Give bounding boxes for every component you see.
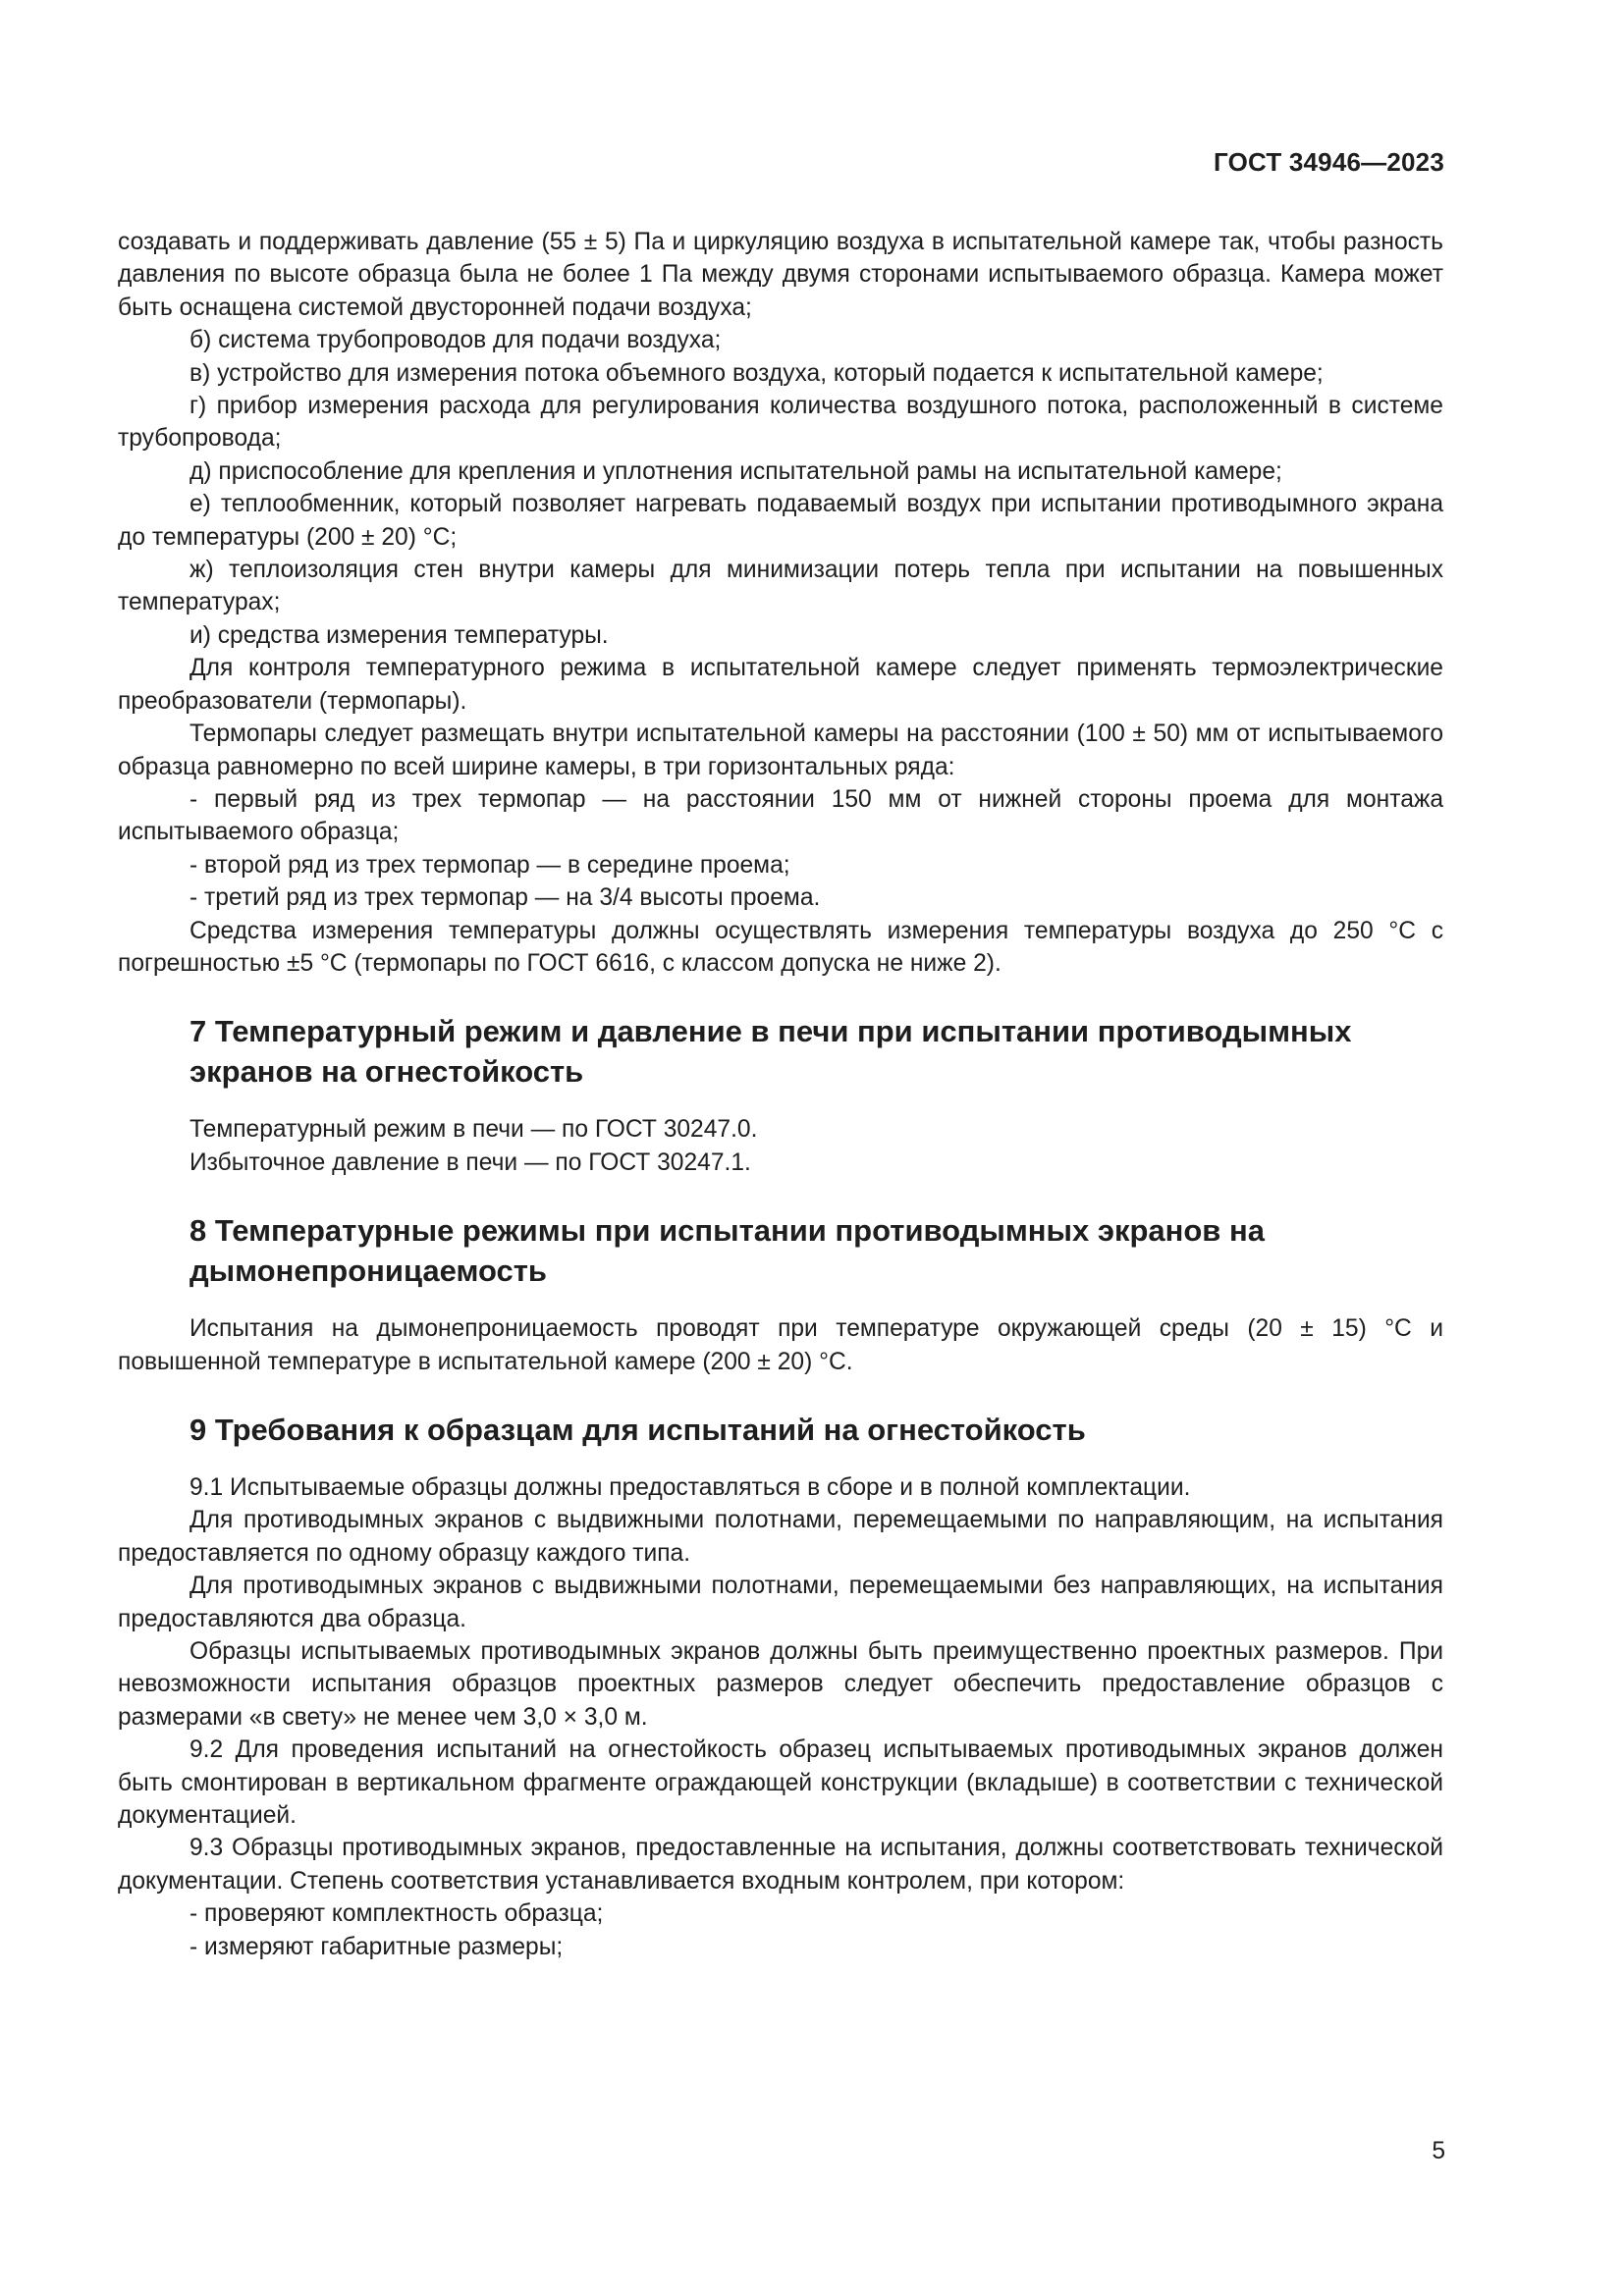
list-item: в) устройство для измерения потока объемного воздуха, который подается к испытательной камере; bbox=[189, 359, 1324, 387]
clause-9-1: 9.1 Испытываемые образцы должны предоставляться в сборе и в полной комплектации. bbox=[189, 1473, 1191, 1501]
guides-paragraph: Для противодымных экранов с выдвижными полотнами, перемещаемыми по направляющим, на испытания предоставляется по одному образцу каждого типа. bbox=[118, 1507, 1443, 1567]
page-content bbox=[118, 226, 1443, 1963]
thermocouple-row-item: - второй ряд из трех термопар — в середине проема; bbox=[189, 851, 790, 879]
list-item: е) теплообменник, который позволяет нагревать подаваемый воздух при испытании противодымного экрана до температуры (200 ± 20) °С; bbox=[118, 491, 1443, 551]
section-8-heading: 8 Температурные режимы при испытании противодымных экранов на дымонепроницаемость bbox=[189, 1213, 1265, 1289]
standard-id: ГОСТ 34946—2023 bbox=[1214, 147, 1444, 177]
thermocouple-row-item: - третий ряд из трех термопар — на 3/4 высоты проема. bbox=[189, 884, 821, 912]
section-8-paragraph: Испытания на дымонепроницаемость проводят при температуре окружающей среды (20 ± 15) °С и повышенной температуре в испытательной камере (200 ± 20) °С. bbox=[118, 1315, 1443, 1375]
intro-paragraph: создавать и поддерживать давление (55 ± 5) Па и циркуляцию воздуха в испытательной камере так, чтобы разность давления по высоте образца была не более 1 Па между двумя сторонами испытываемого образца. Камера может быть оснащена системой двусторонней подачи воздуха; bbox=[118, 229, 1443, 321]
check-item: - измеряют габаритные размеры; bbox=[189, 1933, 564, 1960]
clause-9-3: 9.3 Образцы противодымных экранов, предоставленные на испытания, должны соответствовать технической документации. Степень соответствия устанавливается входным контролем, при котором: bbox=[118, 1835, 1443, 1895]
section-9-heading: 9 Требования к образцам для испытаний на огнестойкость bbox=[189, 1412, 1086, 1447]
page-number: 5 bbox=[1432, 2138, 1445, 2164]
section-7-line: Температурный режим в печи — по ГОСТ 30247.0. bbox=[189, 1116, 758, 1144]
thermo-placement-paragraph: Термопары следует размещать внутри испытательной камеры на расстоянии (100 ± 50) мм от испытываемого образца равномерно по всей ширине камеры, в три горизонтальных ряда: bbox=[118, 721, 1443, 780]
section-7-heading: 7 Температурный режим и давление в печи при испытании противодымных экранов на огнестойкость bbox=[189, 1014, 1352, 1090]
thermocouple-row-item: - первый ряд из трех термопар — на расстоянии 150 мм от нижней стороны проема для монтажа испытываемого образца; bbox=[118, 785, 1443, 846]
sizes-paragraph: Образцы испытываемых противодымных экранов должны быть преимущественно проектных размеров. При невозможности испытания образцов проектных размеров следует обеспечить предоставление образцов с размерами «в свету» не менее чем 3,0 × 3,0 м. bbox=[118, 1638, 1443, 1731]
list-item: г) прибор измерения расхода для регулирования количества воздушного потока, расположенный в системе трубопровода; bbox=[118, 393, 1443, 453]
clause-9-2: 9.2 Для проведения испытаний на огнестойкость образец испытываемых противодымных экранов должен быть смонтирован в вертикальном фрагменте ограждающей конструкции (вкладыше) в соответствии с технической документацией. bbox=[118, 1736, 1443, 1830]
list-item: б) система трубопроводов для подачи воздуха; bbox=[189, 327, 722, 354]
section-7-line: Избыточное давление в печи — по ГОСТ 30247.1. bbox=[189, 1148, 751, 1176]
check-item: - проверяют комплектность образца; bbox=[189, 1900, 604, 1928]
list-item: д) приспособление для крепления и уплотнения испытательной рамы на испытательной камере; bbox=[189, 457, 1282, 485]
list-item: и) средства измерения температуры. bbox=[189, 621, 609, 649]
list-item: ж) теплоизоляция стен внутри камеры для минимизации потерь тепла при испытании на повышенных температурах; bbox=[118, 557, 1443, 616]
measurement-paragraph: Средства измерения температуры должны осуществлять измерения температуры воздуха до 250 °С с погрешностью ±5 °С (термопары по ГОСТ 6616, с классом допуска не ниже 2). bbox=[118, 917, 1443, 977]
thermo-control-paragraph: Для контроля температурного режима в испытательной камере следует применять термоэлектрические преобразователи (термопары). bbox=[118, 655, 1443, 715]
no-guides-paragraph: Для противодымных экранов с выдвижными полотнами, перемещаемыми без направляющих, на испытания предоставляются два образца. bbox=[118, 1573, 1443, 1632]
